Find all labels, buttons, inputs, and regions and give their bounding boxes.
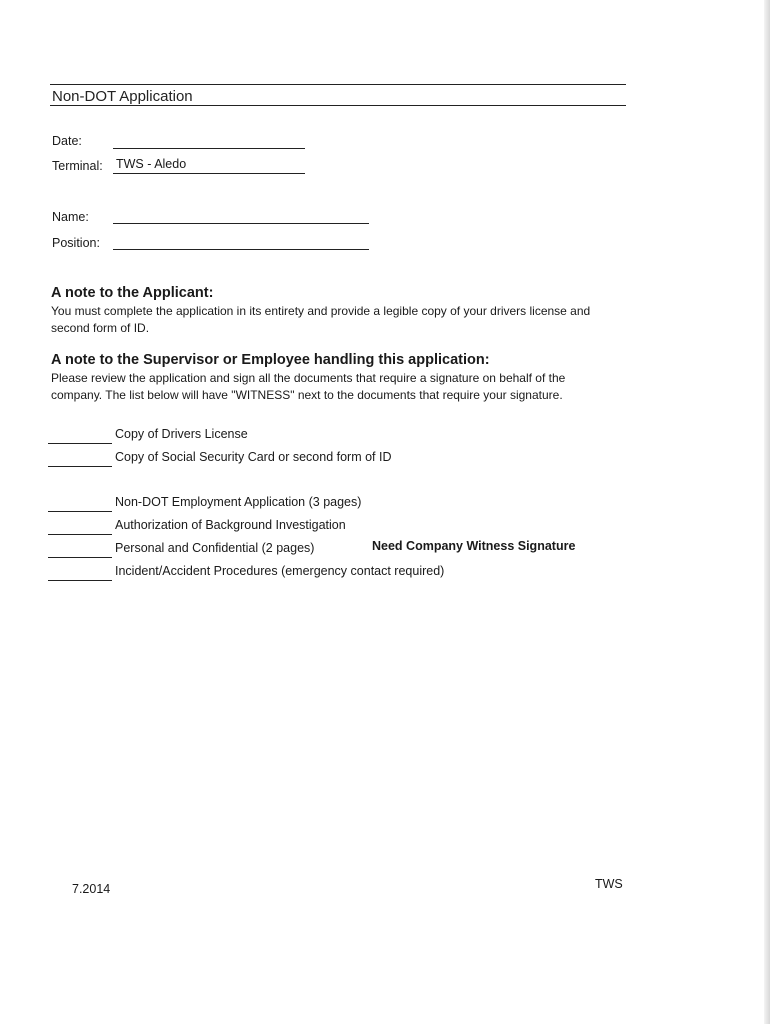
checklist-item-social-security: Copy of Social Security Card or second form of ID	[115, 450, 392, 464]
checklist-blank-employment-application[interactable]	[48, 511, 112, 512]
date-field[interactable]	[113, 132, 305, 149]
checklist-item-incident-procedures: Incident/Accident Procedures (emergency contact required)	[115, 564, 445, 578]
page-title: Non-DOT Application	[52, 88, 193, 105]
supervisor-note-line2: company. The list below will have "WITNESS" next to the documents that require your signature.	[51, 388, 563, 402]
checklist-item-personal-confidential: Personal and Confidential (2 pages)	[115, 541, 315, 555]
checklist-item-employment-application: Non-DOT Employment Application (3 pages)	[115, 495, 362, 509]
checklist-blank-personal-confidential[interactable]	[48, 557, 112, 558]
name-field[interactable]	[113, 207, 369, 224]
top-rule	[50, 84, 626, 85]
position-field[interactable]	[113, 233, 369, 250]
date-label: Date:	[52, 134, 82, 148]
checklist-blank-social-security[interactable]	[48, 466, 112, 467]
terminal-field[interactable]	[113, 157, 305, 174]
checklist-item-background-investigation: Authorization of Background Investigation	[115, 518, 346, 532]
name-label: Name:	[52, 210, 89, 224]
footer-version: 7.2014	[72, 882, 111, 896]
witness-signature-note: Need Company Witness Signature	[372, 539, 576, 553]
checklist-item-drivers-license: Copy of Drivers License	[115, 427, 248, 441]
scan-edge-shadow	[764, 0, 770, 1024]
terminal-label: Terminal:	[52, 159, 103, 173]
applicant-note-heading: A note to the Applicant:	[51, 285, 214, 301]
title-underline	[50, 105, 626, 106]
terminal-value: TWS - Aledo	[116, 157, 187, 171]
supervisor-note-heading: A note to the Supervisor or Employee handling this application:	[51, 352, 490, 368]
checklist-blank-background-investigation[interactable]	[48, 534, 112, 535]
position-label: Position:	[52, 236, 100, 250]
applicant-note-line1: You must complete the application in its entirety and provide a legible copy of your drivers license and	[51, 304, 591, 318]
supervisor-note-line1: Please review the application and sign all the documents that require a signature on behalf of the	[51, 371, 566, 385]
checklist-blank-incident-procedures[interactable]	[48, 580, 112, 581]
checklist-blank-drivers-license[interactable]	[48, 443, 112, 444]
applicant-note-line2: second form of ID.	[51, 321, 150, 335]
footer-company: TWS	[595, 877, 623, 891]
